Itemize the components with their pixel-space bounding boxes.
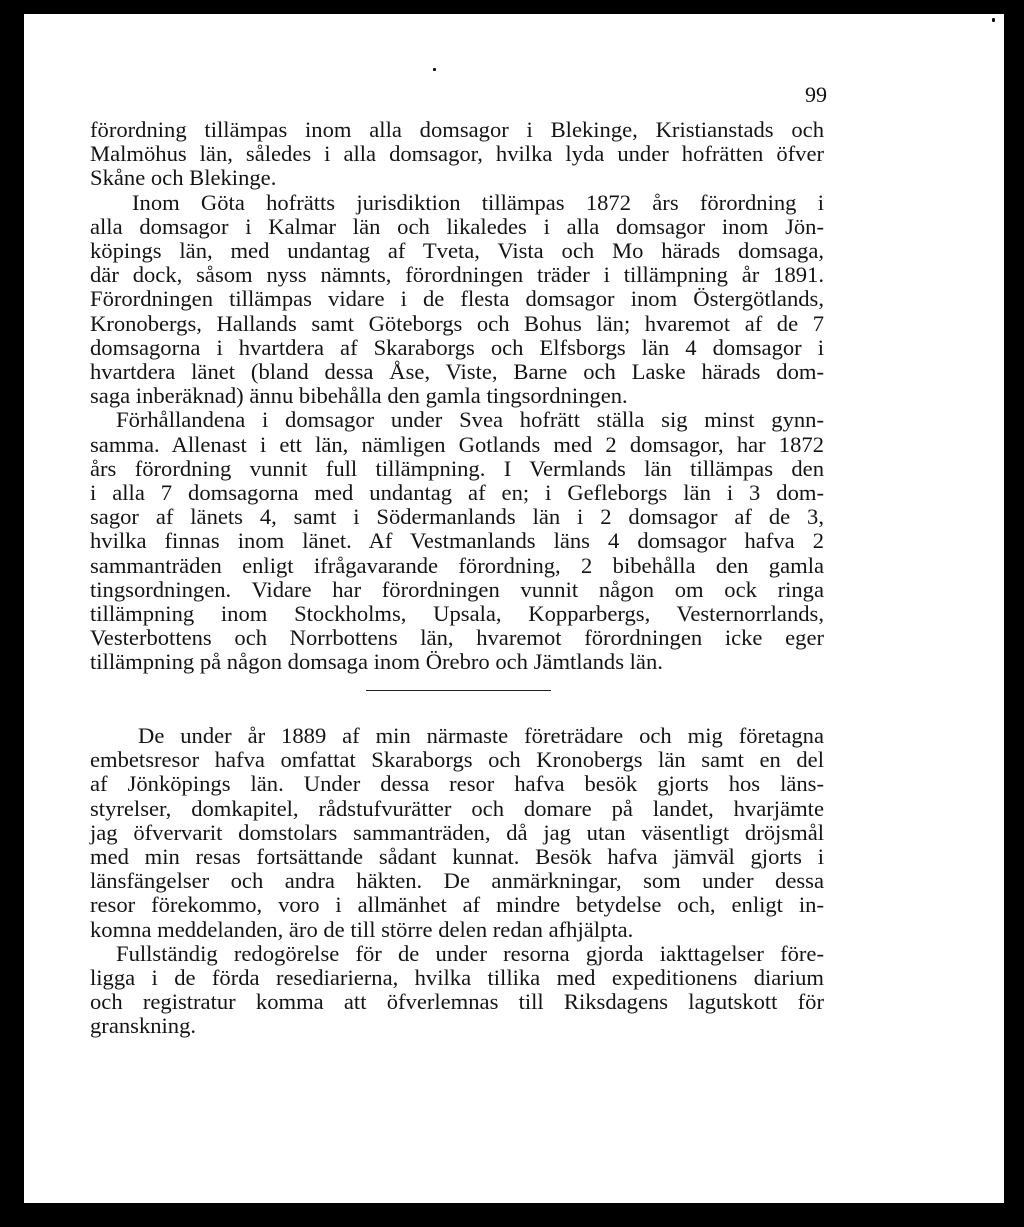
section-two-text bbox=[90, 724, 824, 1039]
scan-border-left bbox=[0, 0, 24, 1227]
text-line: jag öfvervarit domstolars sammanträden, då jag utan väsentligt dröjsmål bbox=[90, 819, 824, 845]
text-line: resor förekommo, voro i allmänhet af mindre betydelse och, enligt in- bbox=[90, 892, 824, 918]
scan-border-top bbox=[0, 0, 1024, 14]
text-line: tingsordningen. Vidare har förordningen vunnit någon om ock ringa bbox=[90, 576, 824, 602]
text-line: Förordningen tillämpas vidare i de flesta domsagor inom Östergötlands, bbox=[90, 286, 824, 312]
text-line: Malmöhus län, således i alla domsagor, hvilka lyda under hofrätten öfver bbox=[90, 141, 824, 167]
page-number: 99 bbox=[805, 82, 827, 107]
text-line: tillämpning inom Stockholms, Upsala, Kopparbergs, Vesternorrlands, bbox=[90, 601, 824, 627]
text-line: sammanträden enligt ifrågavarande förordning, 2 bibehålla den gamla bbox=[90, 552, 824, 578]
text-line: köpings län, med undantag af Tveta, Vista och Mo härads domsaga, bbox=[90, 238, 824, 264]
text-line: embetsresor hafva omfattat Skaraborgs och Kronobergs län samt en del bbox=[90, 747, 824, 773]
text-line: styrelser, domkapitel, rådstufvurätter och domare på landet, hvarjämte bbox=[90, 795, 824, 821]
text-line: länsfängelser och andra häkten. De anmärkningar, som under dessa bbox=[90, 868, 824, 894]
text-line: och registratur komma att öfverlemnas till Riksdagens lagutskott för bbox=[90, 989, 824, 1015]
text-line: saga inberäknad) ännu bibehålla den gamla tingsordningen. bbox=[90, 383, 628, 409]
text-line: sagor af länets 4, samt i Södermanlands län i 2 domsagor af de 3, bbox=[90, 504, 824, 530]
text-line: alla domsagor i Kalmar län och likaledes i alla domsagor inom Jön- bbox=[90, 213, 824, 239]
section-one-text bbox=[90, 118, 824, 675]
text-line: Skåne och Blekinge. bbox=[90, 165, 277, 191]
text-line: Kronobergs, Hallands samt Göteborgs och Bohus län; hvaremot af de 7 bbox=[90, 310, 824, 336]
text-line: Vesterbottens och Norrbottens län, hvaremot förordningen icke eger bbox=[90, 625, 824, 651]
text-line: hvartdera länet (bland dessa Åse, Viste, Barne och Laske härads dom- bbox=[90, 359, 824, 385]
text-line: samma. Allenast i ett län, nämligen Gotlands med 2 domsagor, har 1872 bbox=[90, 431, 824, 457]
text-line: domsagorna i hvartdera af Skaraborgs och Elfsborgs län 4 domsagor i bbox=[90, 334, 824, 360]
scan-border-bottom bbox=[0, 1203, 1024, 1227]
section-divider bbox=[366, 690, 551, 691]
text-line: af Jönköpings län. Under dessa resor hafva besök gjorts hos läns- bbox=[90, 771, 824, 797]
text-line: granskning. bbox=[90, 1013, 197, 1039]
scan-speck bbox=[433, 68, 436, 71]
text-line: förordning tillämpas inom alla domsagor i Blekinge, Kristianstads och bbox=[90, 117, 824, 142]
text-line: där dock, såsom nyss nämnts, förordningen träder i tillämpning år 1891. bbox=[90, 262, 824, 288]
text-line: Inom Göta hofrätts jurisdiktion tillämpas 1872 års förordning i bbox=[132, 189, 824, 215]
scan-border-right bbox=[1004, 0, 1024, 1227]
text-line: hvilka finnas inom länet. Af Vestmanlands läns 4 domsagor hafva 2 bbox=[90, 528, 824, 554]
text-line: De under år 1889 af min närmaste företrädare och mig företagna bbox=[138, 723, 824, 748]
text-line: i alla 7 domsagorna med undantag af en; i Gefleborgs län i 3 dom- bbox=[90, 480, 824, 506]
text-line: komna meddelanden, äro de till större delen redan afhjälpta. bbox=[90, 916, 634, 942]
text-line: tillämpning på någon domsaga inom Örebro och Jämtlands län. bbox=[90, 649, 663, 675]
text-line: Fullständig redogörelse för de under resorna gjorda iakttagelser före- bbox=[116, 940, 824, 966]
text-line: Förhållandena i domsagor under Svea hofrätt ställa sig minst gynn- bbox=[116, 407, 824, 433]
text-line: års förordning vunnit full tillämpning. I Vermlands län tillämpas den bbox=[90, 455, 824, 481]
scan-speck bbox=[992, 18, 995, 22]
text-line: med min resas fortsättande sådant kunnat. Besök hafva jämväl gjorts i bbox=[90, 844, 824, 870]
text-line: ligga i de förda resediarierna, hvilka tillika med expeditionens diarium bbox=[90, 965, 824, 991]
